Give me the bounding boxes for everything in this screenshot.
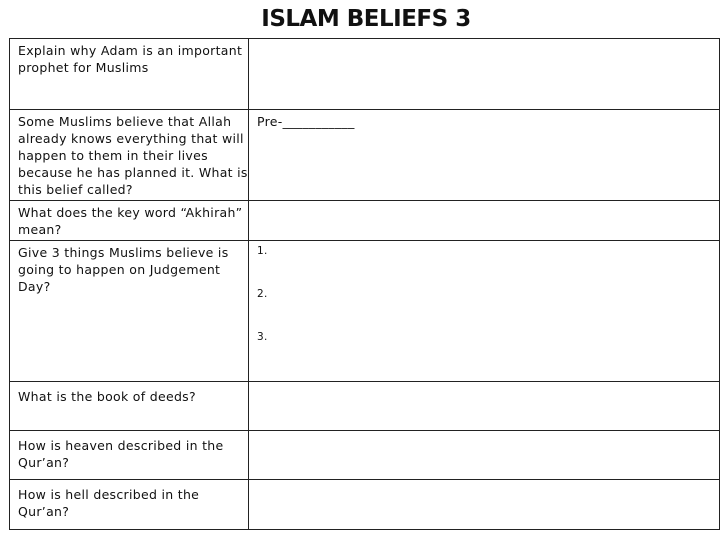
answer-cell[interactable] [249,382,720,431]
question-cell: How is hell described in the Qur’an? [10,480,249,530]
question-cell: Explain why Adam is an important prophet for Muslims [10,39,249,110]
answer-cell[interactable] [249,241,720,382]
answer-cell[interactable] [249,480,720,530]
answer-cell[interactable]: Pre-___________ [249,110,720,201]
answer-cell[interactable] [249,39,720,110]
table-row [10,431,720,480]
answer-cell[interactable] [249,431,720,480]
answer-number-3: 3. [257,331,268,343]
answer-cell[interactable] [249,201,720,241]
worksheet-title: ISLAM BELIEFS 3 [261,6,471,32]
answer-number-1: 1. [257,245,268,257]
table-row [10,480,720,530]
question-cell: What is the book of deeds? [10,382,249,431]
question-cell: How is heaven described in the Qur’an? [10,431,249,480]
question-cell: Give 3 things Muslims believe is going to happen on Judgement Day? [10,241,249,382]
worksheet-table [9,38,720,530]
table-row [10,241,720,382]
table-row [10,382,720,431]
question-cell: What does the key word “Akhirah” mean? [10,201,249,241]
answer-number-2: 2. [257,288,268,300]
question-cell: Some Muslims believe that Allah already knows everything that will happen to them in their lives because he has planned it. What is this belief called? [10,110,249,201]
table-row [10,39,720,110]
table-row [10,201,720,241]
table-row [10,110,720,201]
